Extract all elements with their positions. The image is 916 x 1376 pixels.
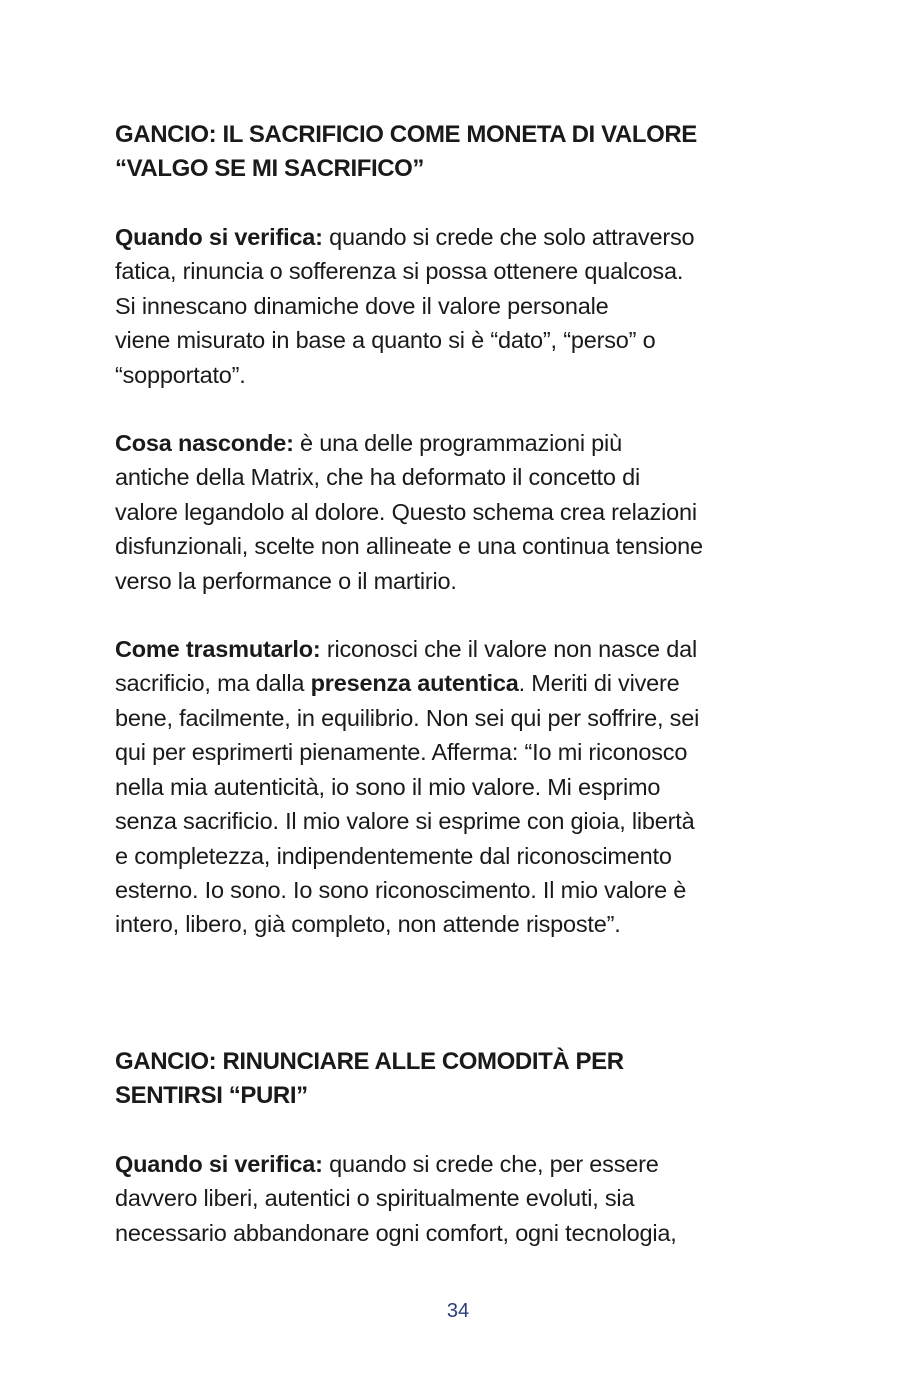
section1-when-line: viene misurato in base a quanto si è “dato”, “perso” o xyxy=(115,327,656,354)
section1-when-line: fatica, rinuncia o sofferenza si possa ottenere qualcosa. xyxy=(115,258,684,285)
page-content xyxy=(115,118,795,1250)
section2-when-paragraph xyxy=(115,1147,795,1250)
section1-title-line2: “VALGO SE MI SACRIFICO” xyxy=(115,155,425,182)
page-number: 34 xyxy=(446,1300,470,1322)
section1-transmute-label: Come trasmutarlo: xyxy=(115,636,321,663)
section1-when-label: Quando si verifica: xyxy=(115,224,323,250)
section1-hides-line: è una delle programmazioni più xyxy=(293,430,622,457)
section1-transmute-line: esterno. Io sono. Io sono riconoscimento. Il mio valore è xyxy=(115,876,687,903)
section1-title-line1: GANCIO: IL SACRIFICIO COME MONETA DI VALORE xyxy=(115,121,697,148)
section1-transmute-line: intero, libero, già completo, non attende risposte”. xyxy=(115,911,621,938)
section1-hides-label: Cosa nasconde: xyxy=(115,430,294,457)
section1-transmute-line: riconosci che il valore non nasce dal xyxy=(320,636,697,663)
section1-transmute-text: sacrificio, ma dalla xyxy=(115,670,311,697)
section1-when-line: Si innescano dinamiche dove il valore personale xyxy=(115,292,609,319)
section1-hides-line: valore legandolo al dolore. Questo schema crea relazioni xyxy=(115,498,697,525)
section1-hides-line: antiche della Matrix, che ha deformato il concetto di xyxy=(115,464,640,491)
section2-when-line: davvero liberi, autentici o spiritualmente evoluti, sia xyxy=(115,1185,635,1212)
section2-when-label: Quando si verifica: xyxy=(115,1150,323,1177)
section1-transmute-line: qui per esprimerti pienamente. Afferma: “Io mi riconosco xyxy=(115,739,688,766)
section1-hides-paragraph xyxy=(115,426,795,598)
section1-transmute-emphasis: presenza autentica xyxy=(310,670,519,697)
section1-transmute-line: nella mia autenticità, io sono il mio valore. Mi esprimo xyxy=(115,773,661,800)
section1-transmute-text: . Meriti di vivere xyxy=(518,670,680,697)
section1-hides-line: disfunzionali, scelte non allineate e una continua tensione xyxy=(115,533,703,560)
section2-title-line1: GANCIO: RINUNCIARE ALLE COMODITÀ PER xyxy=(115,1047,624,1075)
section2-when-line: necessario abbandonare ogni comfort, ogni tecnologia, xyxy=(115,1219,677,1246)
section1-transmute-line: e completezza, indipendentemente dal riconoscimento xyxy=(115,842,672,869)
section2-heading xyxy=(115,1045,795,1113)
section1-transmute-line: senza sacrificio. Il mio valore si esprime con gioia, libertà xyxy=(115,808,695,835)
section1-when-line: “sopportato”. xyxy=(115,361,246,388)
section1-transmute-line: bene, facilmente, in equilibrio. Non sei qui per soffrire, sei xyxy=(115,704,700,731)
section1-transmute-paragraph xyxy=(115,632,795,942)
section2-title-line2: SENTIRSI “PURI” xyxy=(115,1081,308,1109)
section1-hides-line: verso la performance o il martirio. xyxy=(115,567,457,594)
section1-when-line: quando si crede che solo attraverso xyxy=(322,224,695,250)
section1-when-paragraph xyxy=(115,220,795,392)
section2-when-line: quando si crede che, per essere xyxy=(322,1150,659,1177)
section1-heading xyxy=(115,118,795,186)
